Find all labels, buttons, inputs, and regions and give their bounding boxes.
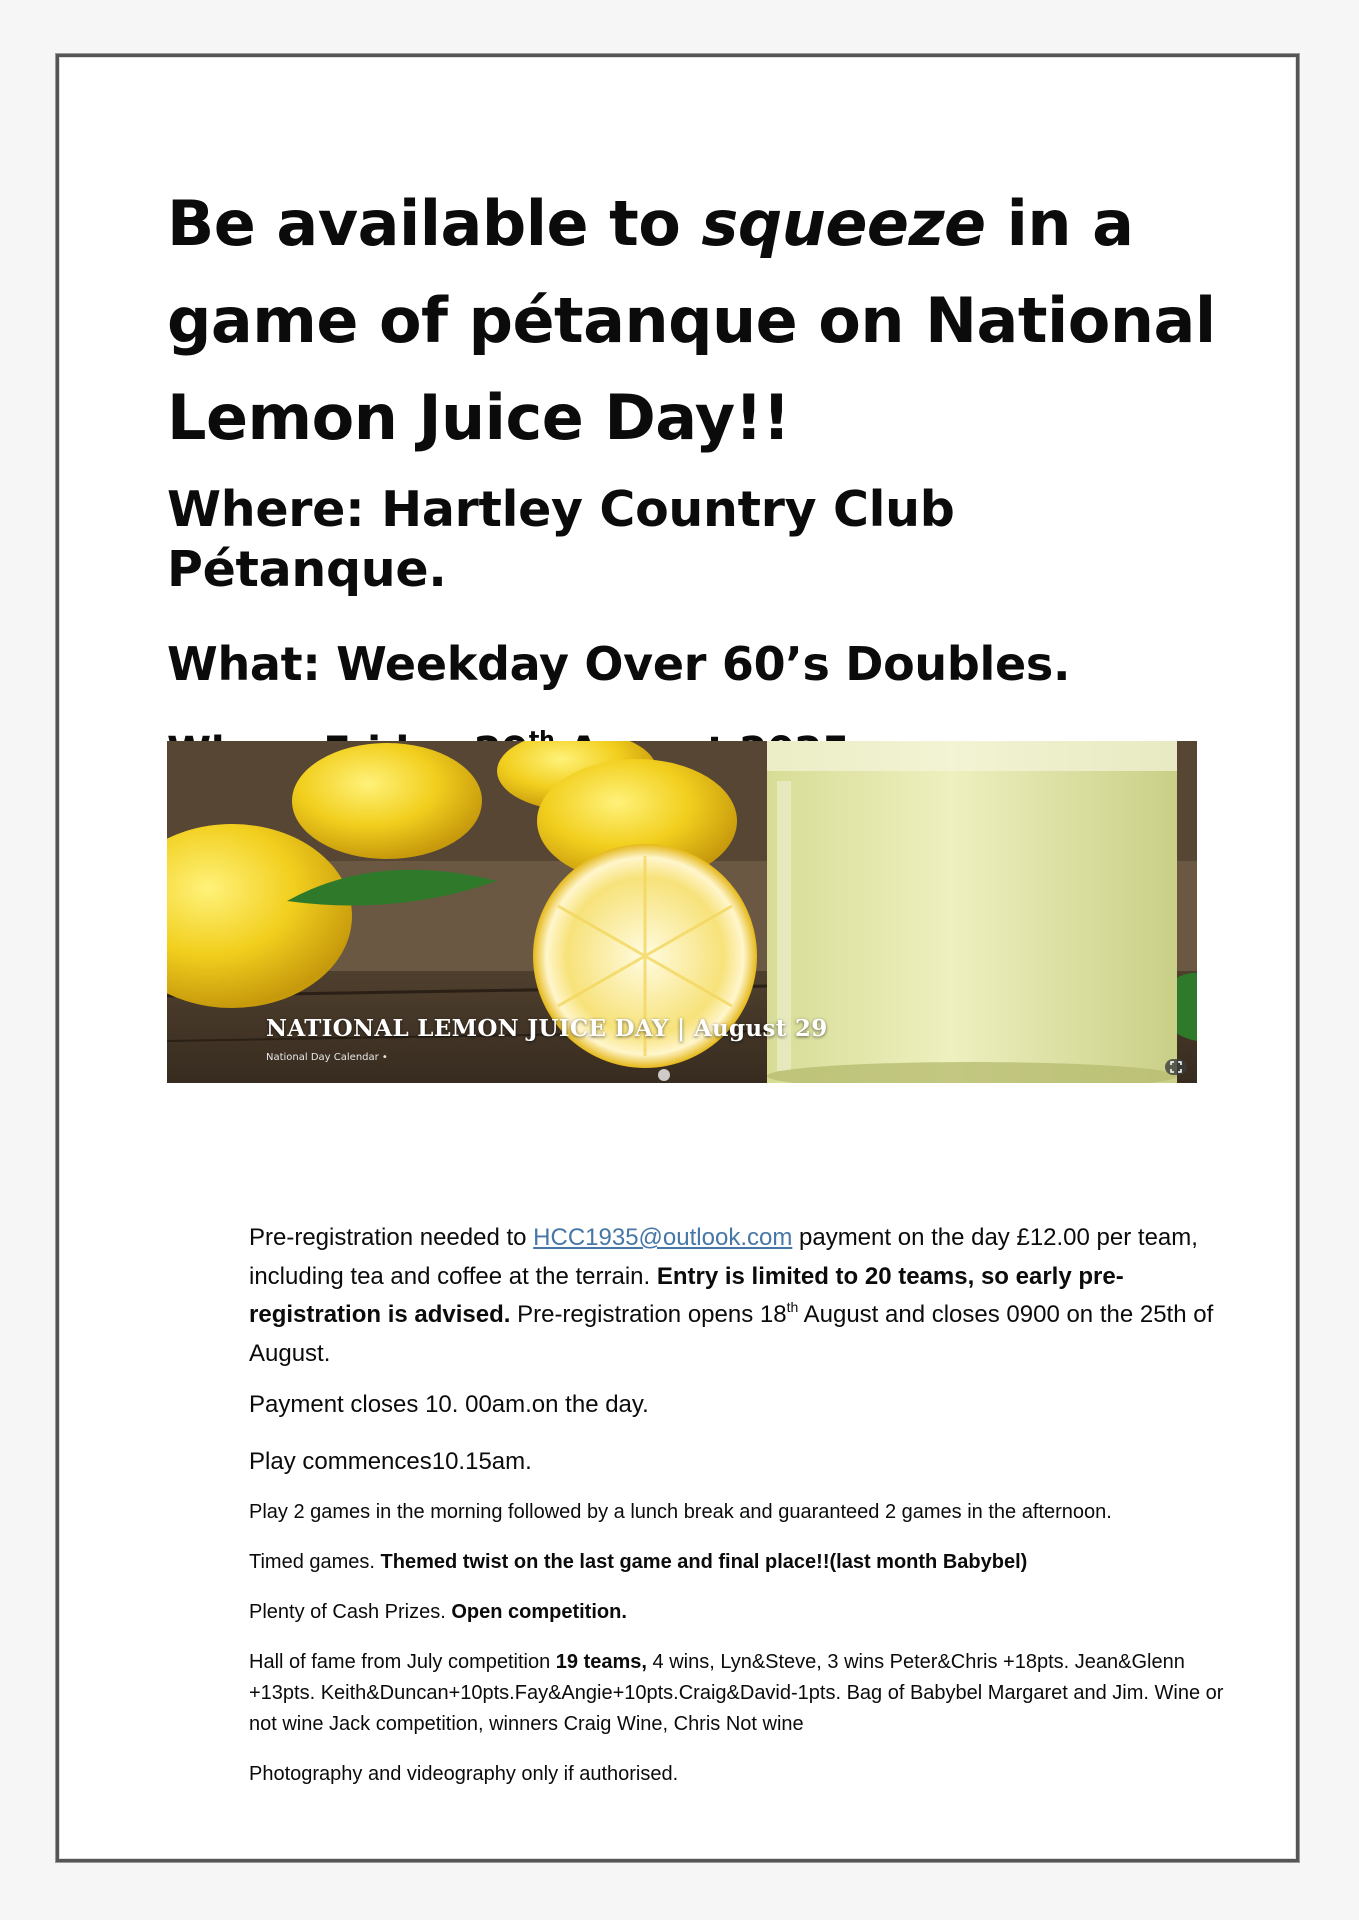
registration-sup: th: [786, 1299, 799, 1315]
cash-prizes: [249, 1597, 1239, 1628]
where-line: Where: Hartley Country Club Pétanque.: [167, 481, 955, 598]
banner-title: NATIONAL LEMON JUICE DAY | August 29: [266, 1015, 828, 1042]
registration-text-1: Pre-registration needed to: [249, 1224, 534, 1251]
timed-bold: Themed twist on the last game and final place!!(last month Babybel): [380, 1551, 1028, 1573]
play-games: Play 2 games in the morning followed by a lunch break and guaranteed 2 games in the afternoon.: [249, 1501, 1112, 1523]
registration-text-4: August and closes 0900 on the 25th of August.: [249, 1301, 1214, 1367]
headline-part1: Be available to: [167, 187, 702, 260]
play-commences: Play commences10.15am.: [249, 1448, 532, 1475]
document-page: [56, 54, 1299, 1862]
timed-plain: Timed games.: [249, 1551, 381, 1573]
hall-of-fame: [249, 1647, 1239, 1740]
prizes-bold: Open competition.: [451, 1601, 627, 1623]
hof-text-2: 4 wins, Lyn&Steve, 3 wins Peter&Chris +18pts. Jean&Glenn +13pts. Keith&Duncan+10pts.Fay&Angie+10pts.Craig&David-1pts. Bag of Babybel Margaret and Jim. Wine or not wine Jack competition, winners Craig Wine, Chris Not wine: [249, 1651, 1224, 1735]
details-section: [249, 1219, 1239, 1790]
photography-note: Photography and videography only if authorised.: [249, 1763, 679, 1785]
payment-closes: Payment closes 10. 00am.on the day.: [249, 1391, 649, 1418]
carousel-dot-indicator: [658, 1069, 670, 1081]
headline-part2: in a game of pétanque on National Lemon Juice Day!!: [167, 187, 1216, 454]
prizes-plain: Plenty of Cash Prizes.: [249, 1601, 452, 1623]
expand-icon[interactable]: [1165, 1059, 1187, 1075]
heading-block: [167, 175, 1227, 778]
timed-games: [249, 1547, 1239, 1578]
registration-bold: Entry is limited to 20 teams, so early pre-registration is advised.: [249, 1262, 1124, 1328]
registration-text-3: Pre-registration opens 18: [510, 1301, 787, 1328]
email-link[interactable]: HCC1935@outlook.com: [533, 1224, 793, 1251]
what-line: What: Weekday Over 60’s Doubles.: [167, 637, 1071, 691]
headline-emphasis: squeeze: [701, 187, 986, 260]
hof-bold: 19 teams,: [555, 1651, 647, 1673]
banner-source: National Day Calendar •: [266, 1052, 388, 1063]
registration-text-2: payment on the day £12.00 per team, including tea and coffee at the terrain.: [249, 1224, 1198, 1290]
lemon-juice-banner-image: [167, 741, 1197, 1083]
hof-text-1: Hall of fame from July competition: [249, 1651, 556, 1673]
registration-paragraph: [249, 1219, 1239, 1373]
headline: [167, 175, 1227, 466]
